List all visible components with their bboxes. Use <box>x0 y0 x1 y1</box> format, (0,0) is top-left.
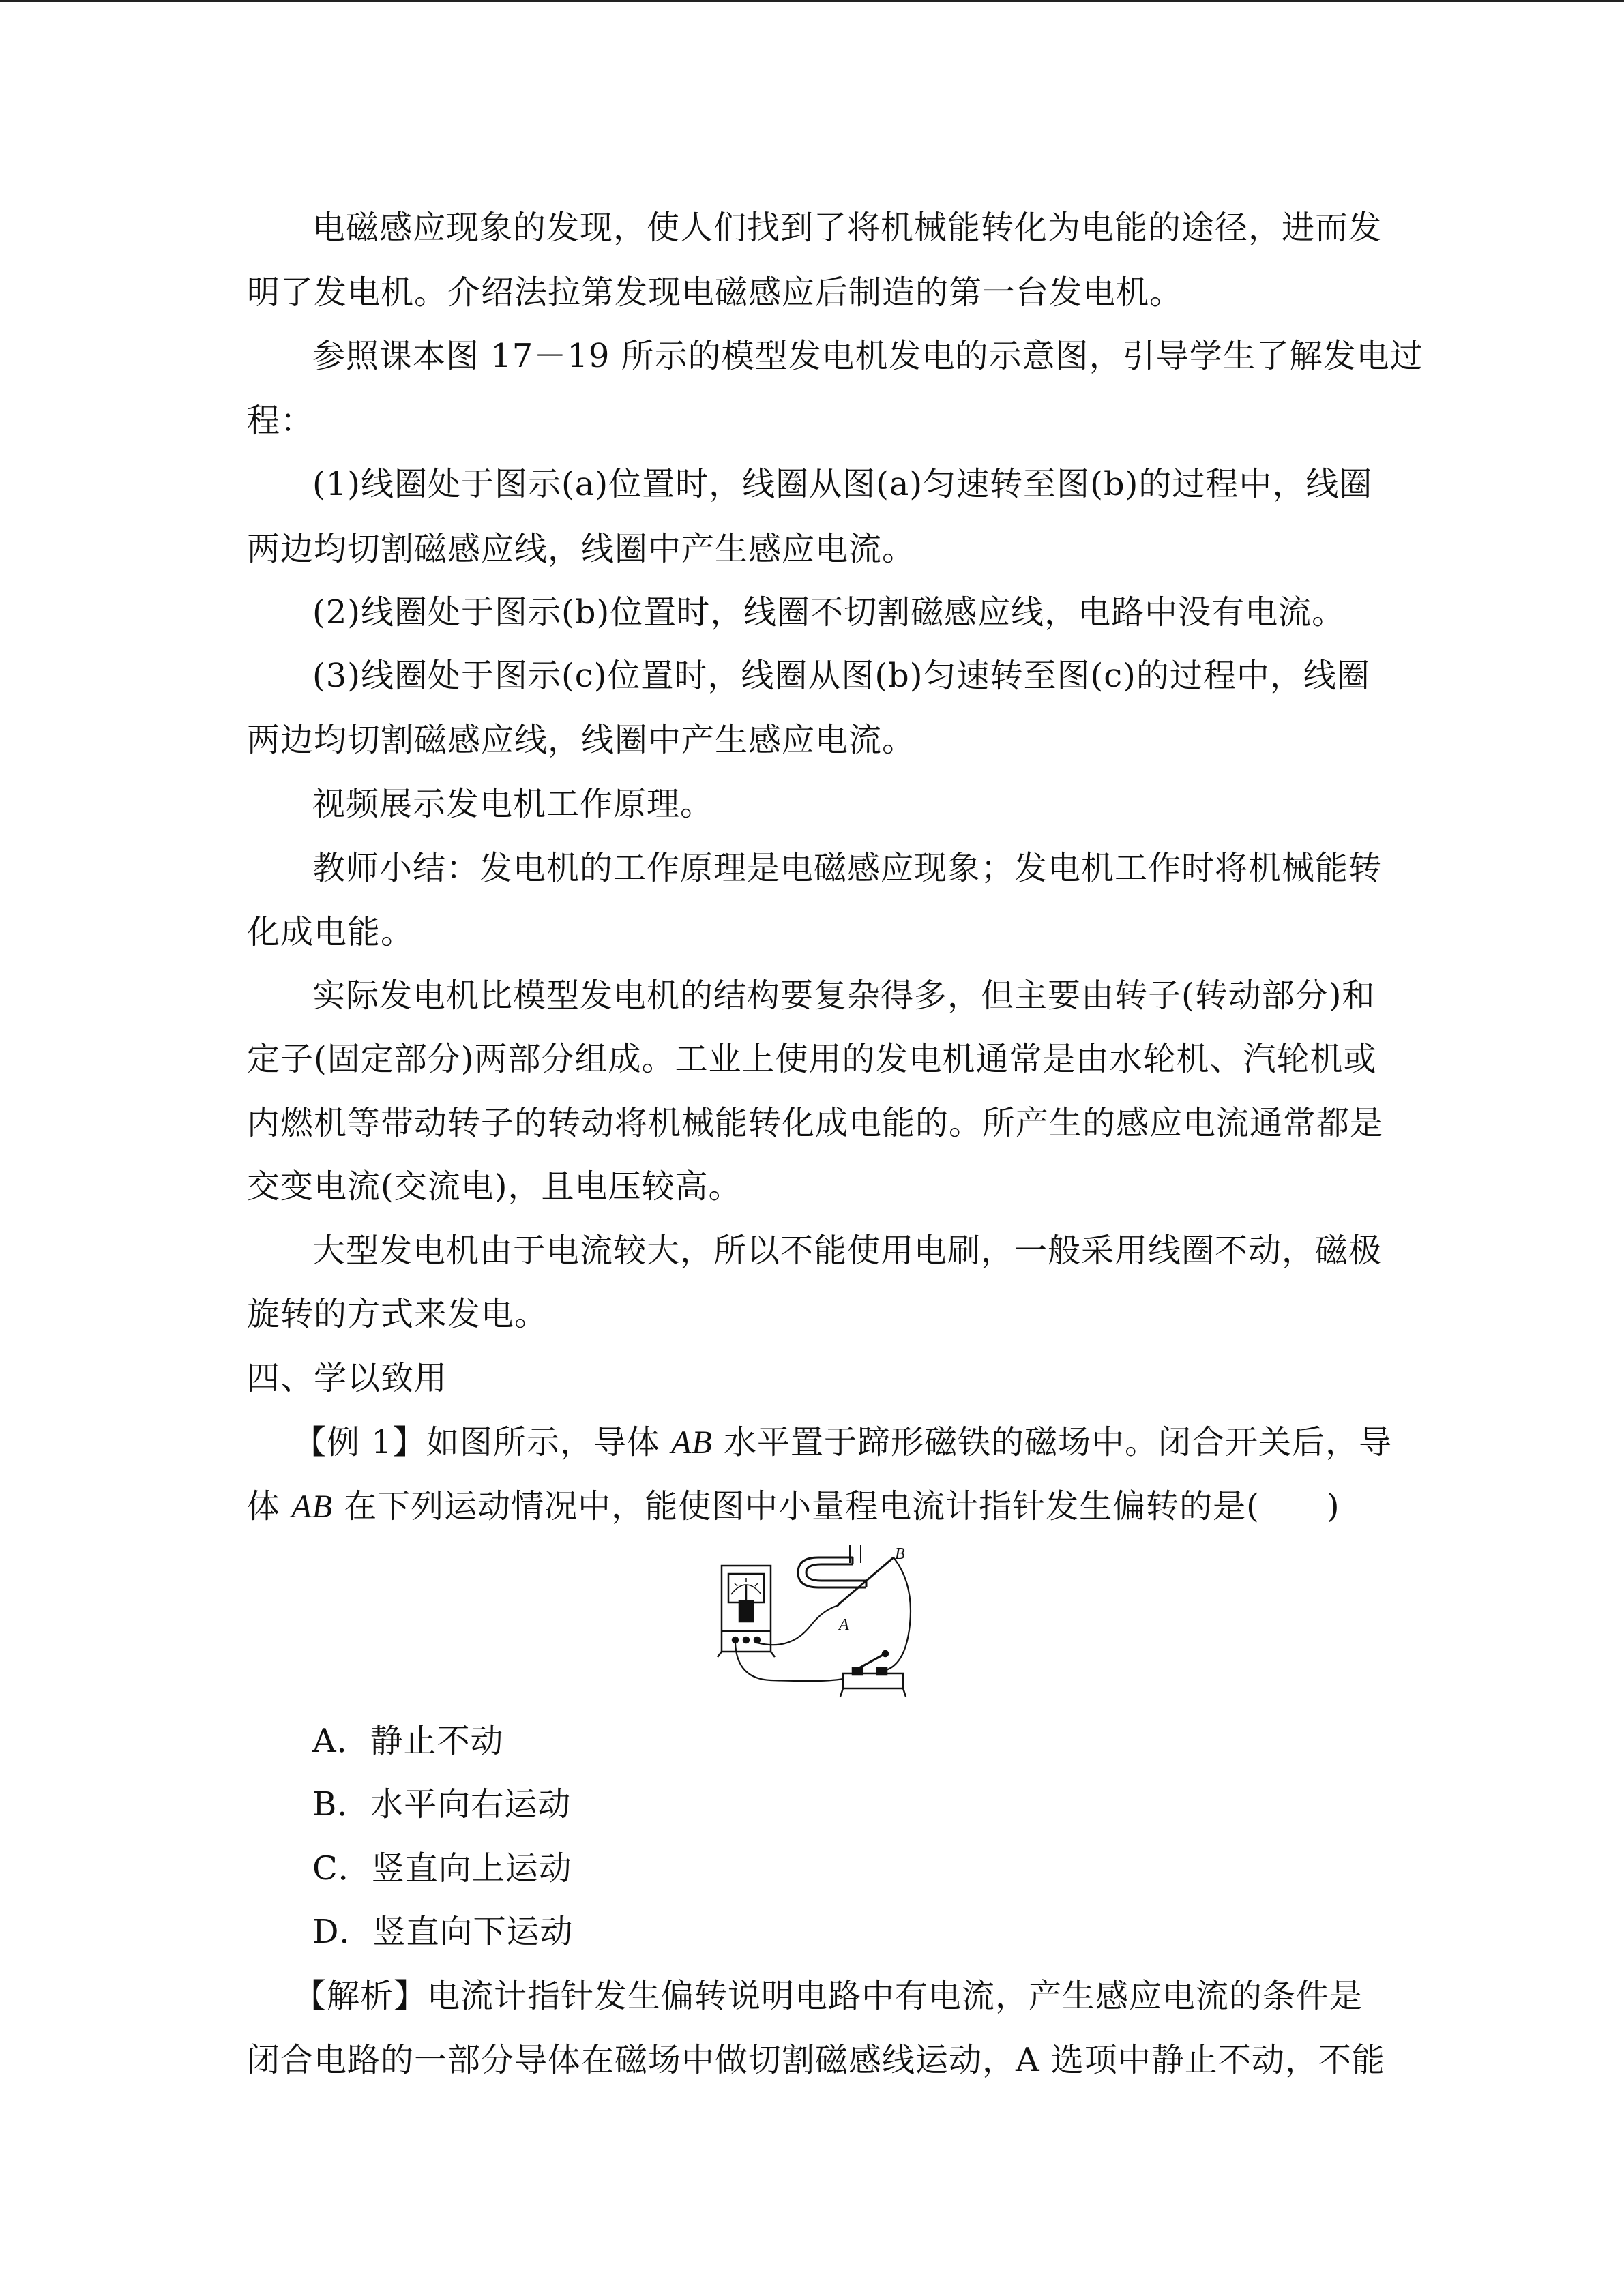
option-b: B．水平向右运动 <box>312 1785 572 1823</box>
circuit-diagram <box>716 1542 979 1706</box>
paragraph-line: (2)线圈处于图示(b)位置时，线圈不切割磁感应线，电路中没有电流。 <box>312 593 1346 631</box>
label-b: B <box>895 1545 905 1563</box>
option-c: C．竖直向上运动 <box>312 1849 572 1888</box>
example-question-line <box>293 1422 1392 1463</box>
paragraph-line: 电磁感应现象的发现，使人们找到了将机械能转化为电能的途径，进而发 <box>312 209 1383 247</box>
paragraph-line: 旋转的方式来发电。 <box>247 1295 548 1333</box>
galvanometer-icon <box>718 1566 775 1657</box>
paragraph-line: 实际发电机比模型发电机的结构要复杂得多，但主要由转子(转动部分)和 <box>312 976 1376 1015</box>
paragraph-line: 定子(固定部分)两部分组成。工业上使用的发电机通常是由水轮机、汽轮机或 <box>247 1040 1377 1078</box>
example-text: 体 <box>247 1487 292 1525</box>
option-a: A．静止不动 <box>312 1722 504 1760</box>
conductor-label: AB <box>291 1489 333 1525</box>
paragraph-line: 化成电能。 <box>247 913 415 951</box>
paragraph-line: 参照课本图 17－19 所示的模型发电机发电的示意图，引导学生了解发电过 <box>312 337 1423 375</box>
switch-icon <box>840 1651 906 1697</box>
label-a: A <box>839 1616 849 1634</box>
example-question-line <box>247 1486 1340 1527</box>
paragraph-line: 明了发电机。介绍法拉第发现电磁感应后制造的第一台发电机。 <box>247 273 1183 312</box>
example-text: 在下列运动情况中，能使图中小量程电流计指针发生偏转的是( ) <box>332 1487 1340 1525</box>
analysis-line: 闭合电路的一部分导体在磁场中做切割磁感线运动，A 选项中静止不动，不能 <box>247 2041 1385 2079</box>
paragraph-line: 内燃机等带动转子的转动将机械能转化成电能的。所产生的感应电流通常都是 <box>247 1104 1384 1142</box>
paragraph-line: 两边均切割磁感应线，线圈中产生感应电流。 <box>247 530 916 568</box>
paragraph-line: 程： <box>247 402 314 440</box>
example-tag: 【例 1】 <box>293 1423 426 1461</box>
example-text: 如图所示，导体 <box>426 1423 672 1461</box>
paragraph-line: 交变电流(交流电)，且电压较高。 <box>247 1167 742 1206</box>
paragraph-line: (1)线圈处于图示(a)位置时，线圈从图(a)匀速转至图(b)的过程中，线圈 <box>312 465 1373 503</box>
galvanometer-magnet-figure <box>716 1542 979 1706</box>
page-top-border <box>0 0 1624 2</box>
paragraph-line: 视频展示发电机工作原理。 <box>312 785 714 823</box>
option-d: D．竖直向下运动 <box>312 1913 574 1951</box>
paragraph-line: (3)线圈处于图示(c)位置时，线圈从图(b)匀速转至图(c)的过程中，线圈 <box>312 657 1370 695</box>
paragraph-line: 大型发电机由于电流较大，所以不能使用电刷，一般采用线圈不动，磁极 <box>312 1232 1383 1270</box>
section-heading: 四、学以致用 <box>247 1359 448 1397</box>
paragraph-line: 教师小结：发电机的工作原理是电磁感应现象；发电机工作时将机械能转 <box>312 849 1383 887</box>
paragraph-line: 两边均切割磁感应线，线圈中产生感应电流。 <box>247 721 916 759</box>
conductor-label: AB <box>671 1425 713 1461</box>
example-text: 水平置于蹄形磁铁的磁场中。闭合开关后，导 <box>712 1423 1392 1461</box>
analysis-line: 【解析】电流计指针发生偏转说明电路中有电流，产生感应电流的条件是 <box>293 1977 1363 2015</box>
horseshoe-magnet-icon <box>798 1545 866 1587</box>
